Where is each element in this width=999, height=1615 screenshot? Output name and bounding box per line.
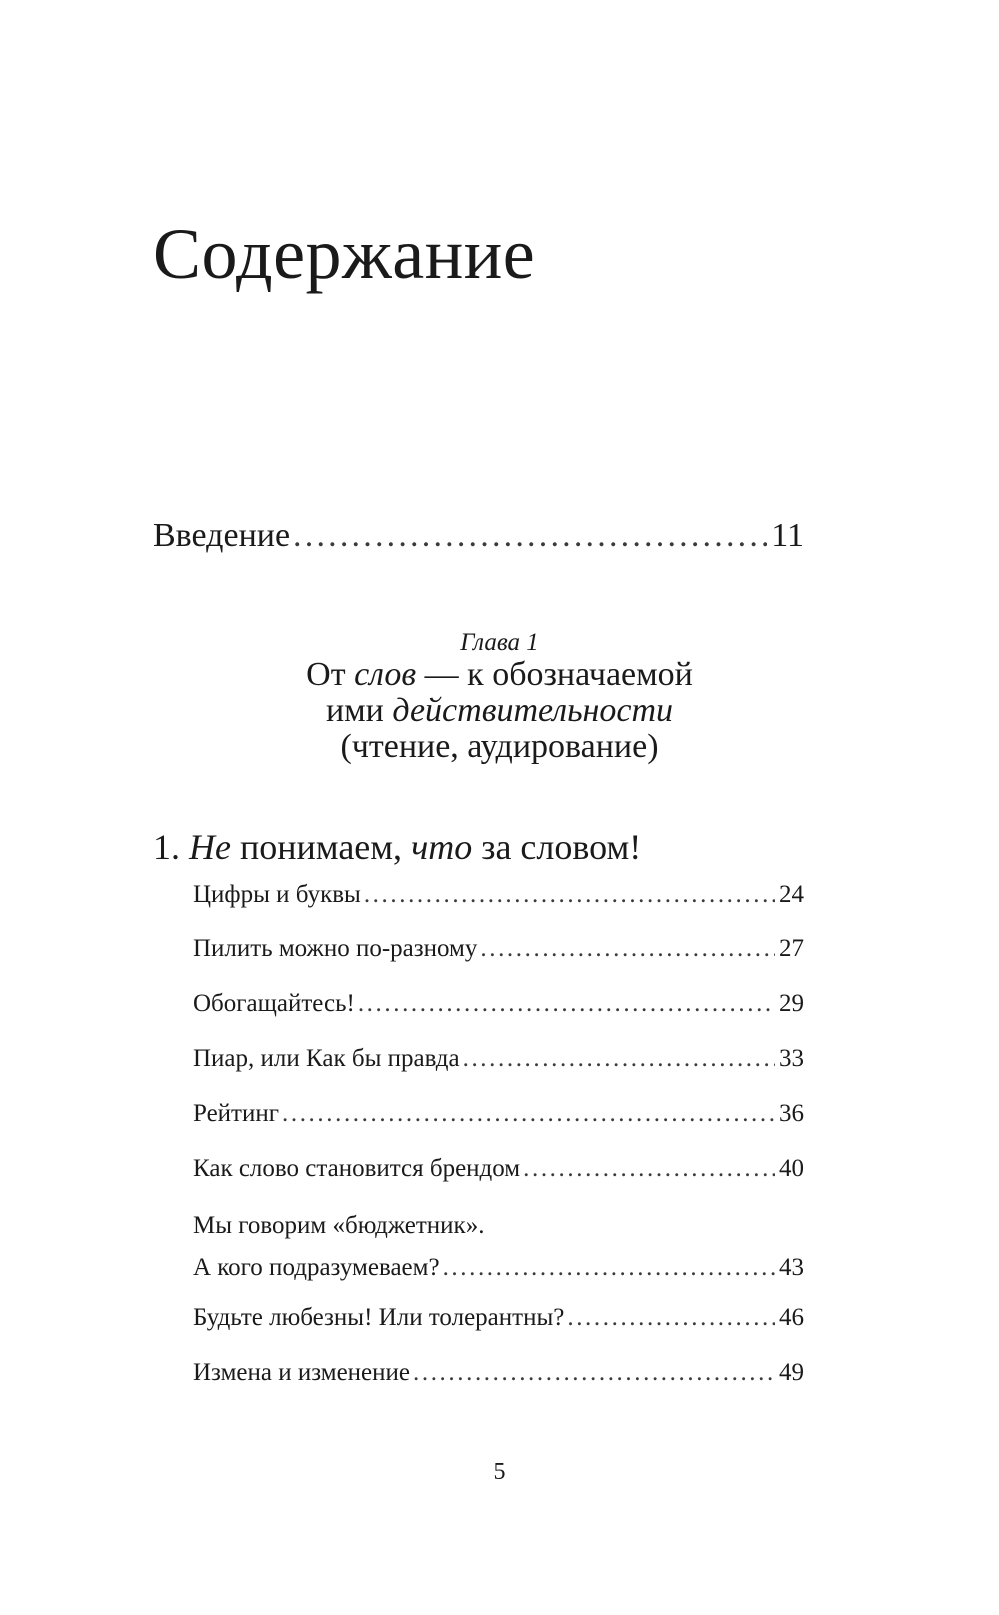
dot-leader (282, 1100, 775, 1128)
toc-entry-title: Пиар, или Как бы правда (193, 1045, 460, 1072)
toc-entry-title: Рейтинг (193, 1100, 279, 1127)
toc-entry-page: 43 (779, 1254, 804, 1281)
toc-entry[interactable] (193, 1155, 804, 1183)
dot-leader (358, 990, 775, 1018)
section-emphasis: Не (189, 827, 231, 867)
toc-entry-title: Цифры и буквы (193, 881, 361, 908)
dot-leader (523, 1155, 775, 1183)
toc-entry-page: 29 (779, 990, 804, 1017)
dot-leader (413, 1359, 775, 1387)
toc-entry[interactable] (193, 1359, 804, 1387)
chapter-title-text: ими (325, 692, 393, 729)
chapter-title (0, 657, 999, 765)
toc-entry-title: Измена и изменение (193, 1359, 410, 1386)
chapter-title-emphasis: действительности (392, 692, 674, 729)
toc-entry-title: Обогащайтесь! (193, 990, 355, 1017)
dot-leader (293, 517, 767, 555)
toc-entry-page: 33 (779, 1045, 804, 1072)
toc-entry-title: Пилить можно по-разному (193, 935, 478, 962)
toc-entry[interactable] (193, 1213, 804, 1282)
toc-entry[interactable] (193, 881, 804, 909)
toc-entry-page: 24 (779, 881, 804, 908)
toc-entry-page: 27 (779, 935, 804, 962)
chapter-title-text: — к обозначаемой (416, 656, 693, 693)
dot-leader (364, 881, 775, 909)
dot-leader (443, 1254, 775, 1282)
dot-leader (463, 1045, 775, 1073)
section-heading (153, 826, 641, 868)
toc-entry-title: Будьте любезны! Или толерантны? (193, 1304, 565, 1331)
toc-entry[interactable] (193, 1304, 804, 1332)
toc-entry-title-line-2: А кого подразумеваем? (193, 1254, 440, 1281)
chapter-title-text: От (306, 656, 355, 693)
section-emphasis: что (411, 827, 473, 867)
chapter-label: Глава 1 (460, 629, 539, 656)
page-title: Содержание (153, 214, 536, 294)
toc-entry[interactable] (193, 1045, 804, 1073)
dot-leader (480, 935, 775, 963)
page-number: 5 (493, 1459, 506, 1485)
toc-entry[interactable] (193, 990, 804, 1018)
toc-entry-introduction[interactable] (153, 517, 804, 555)
section-text: за словом! (472, 827, 642, 867)
section-text: понимаем, (230, 827, 412, 867)
toc-entry-title: Как слово становится брендом (193, 1155, 521, 1182)
toc-entry-page: 46 (779, 1304, 804, 1331)
toc-entry-page: 36 (779, 1100, 804, 1127)
chapter-title-line-2 (0, 693, 999, 729)
toc-entry[interactable] (193, 1100, 804, 1128)
toc-entry-title-line-1: Мы говорим «бюджетник». (193, 1212, 485, 1239)
toc-entry-page: 49 (779, 1359, 804, 1386)
toc-entry[interactable] (193, 935, 804, 963)
section-number: 1. (153, 827, 189, 867)
toc-entry-page: 11 (771, 517, 804, 554)
chapter-title-line-1 (0, 657, 999, 693)
toc-entry-title: Введение (153, 517, 291, 554)
dot-leader (567, 1304, 775, 1332)
chapter-title-emphasis: слов (354, 656, 417, 693)
toc-entry-second-line (193, 1254, 804, 1282)
chapter-title-line-3: (чтение, аудирование) (340, 728, 659, 765)
toc-entry-page: 40 (779, 1155, 804, 1182)
